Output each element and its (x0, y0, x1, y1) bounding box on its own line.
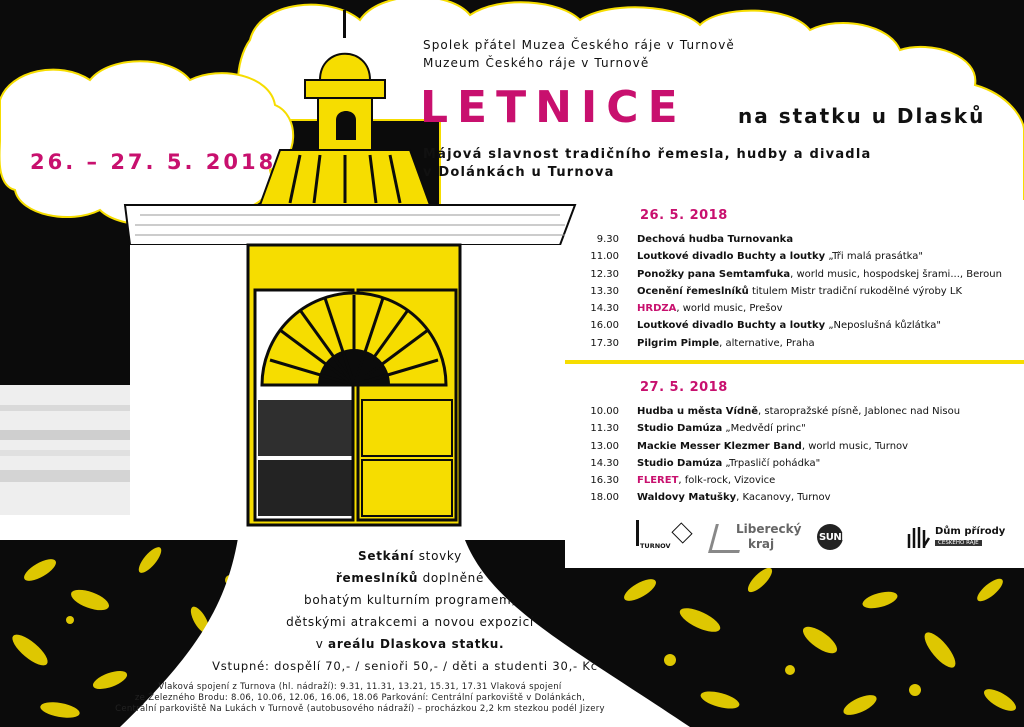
program-row (575, 338, 1015, 355)
performer-details: „Trpasličí pohádka" (722, 457, 821, 469)
performer-name: Loutkové divadlo Buchty a loutky (637, 251, 826, 263)
program-description (637, 320, 1015, 337)
liberecky-logo-line1: Liberecký (736, 522, 802, 536)
program-time: 17.30 (590, 337, 619, 349)
performer-name: Loutkové divadlo Buchty a loutky (637, 320, 826, 332)
dum-logo-line2: ČESKÉHO RÁJE (935, 540, 982, 546)
invite-pre-5: v (315, 637, 329, 651)
organizer-line-1: Spolek přátel Muzea Českého ráje v Turnově (423, 38, 735, 52)
subtitle-line-2: v Dolánkách u Turnova (423, 165, 615, 180)
turnov-logo (636, 520, 692, 554)
program-row (575, 423, 1015, 440)
performer-details: , world music, hospodskej šrami..., Beroun (790, 268, 1002, 280)
program-description (637, 406, 1015, 423)
footer-line-2: ze Železného Brodu: 8.06, 10.06, 12.06, 16.06, 18.06 Parkování: Centrální parkoviště v Dolánkách, (134, 693, 586, 703)
program-row (575, 475, 1015, 492)
event-title-suffix: na statku u Dlasků (738, 104, 986, 128)
program-row (575, 269, 1015, 286)
program-row (575, 234, 1015, 251)
program-time: 16.00 (590, 320, 619, 332)
sundisk-logo (815, 524, 875, 552)
program-description (637, 441, 1015, 458)
liberecky-logo-line2: kraj (748, 537, 775, 551)
hand-icon (905, 524, 931, 550)
day1-program-list (575, 234, 1015, 355)
performer-details: „Tři malá prasátka" (825, 251, 923, 263)
program-time: 18.00 (590, 492, 619, 504)
turnov-logo-text: TURNOV (640, 542, 671, 550)
program-row (575, 406, 1015, 423)
footer-line-1: Vlaková spojení z Turnova (hl. nádraží): 9.31, 11.31, 13.21, 15.31, 17.31 Vlaková spojení (158, 682, 562, 692)
program-row (575, 320, 1015, 337)
performer-details: , staropražské písně, Jablonec nad Nisou (758, 406, 961, 417)
performer-name: Hudba u města Vídně (637, 406, 759, 417)
program-description (637, 251, 1015, 268)
program-row (575, 492, 1015, 509)
program-time: 13.30 (590, 285, 619, 297)
program-description (637, 269, 1015, 286)
performer-details: , world music, Turnov (801, 440, 909, 452)
program-row (575, 251, 1015, 268)
subtitle-line-1: Májová slavnost tradičního řemesla, hudby a divadla (423, 147, 872, 162)
program-description (637, 303, 1015, 320)
program-row (575, 303, 1015, 320)
invite-line-3: bohatým kulturním programem, (304, 593, 516, 607)
program-time: 13.00 (590, 440, 619, 452)
program-time: 14.30 (590, 457, 619, 469)
program-time: 10.00 (590, 406, 619, 417)
liberecky-kraj-logo (712, 520, 802, 556)
performer-name: Mackie Messer Klezmer Band (637, 440, 802, 452)
invite-bold-1: Setkání (358, 549, 415, 563)
program-row (575, 286, 1015, 303)
ticket-prices: Vstupné: dospělí 70,- / senioři 50,- / děti a studenti 30,- Kč (212, 659, 598, 673)
program-description (637, 458, 1015, 475)
performer-details: „Medvědí princ" (722, 423, 806, 435)
performer-name: Ocenění řemeslníků (637, 285, 749, 297)
program-time: 11.30 (590, 423, 619, 435)
dum-prirody-logo (905, 522, 1013, 554)
performer-name: Ponožky pana Semtamfuka (637, 268, 791, 280)
performer-name: Studio Damúza (637, 457, 723, 469)
performer-details: , Kacanovy, Turnov (736, 492, 831, 504)
invite-rest-2: doplněné (418, 571, 485, 585)
program-row (575, 458, 1015, 475)
program-time: 9.30 (596, 234, 619, 245)
day2-program-list (575, 406, 1015, 510)
program-description (637, 475, 1015, 492)
performer-details: titulem Mistr tradiční rukodělné výroby LK (748, 285, 963, 297)
footer-line-3: Centrální parkoviště Na Lukách v Turnově (autobusového nádraží) – procházkou 2,2 km stezkou podél Jizery (115, 704, 605, 714)
event-title: LETNICE (420, 82, 687, 133)
performer-name: Pilgrim Pimple (637, 337, 720, 349)
invite-line-4: dětskými atrakcemi a novou expozicí (286, 615, 534, 629)
program-description (637, 423, 1015, 440)
program-description (637, 492, 1015, 509)
program-description (637, 338, 1015, 355)
transport-info (80, 682, 640, 715)
program-time: 11.00 (590, 251, 619, 263)
organizer-line-2: Muzeum Českého ráje v Turnově (423, 56, 650, 70)
performer-details: „Neposlušná kůzlátka" (825, 320, 942, 332)
program-time: 12.30 (590, 268, 619, 280)
sundisk-logo-text: SUNDISK (819, 532, 867, 543)
invite-rest-1: stovky (414, 549, 462, 563)
performer-details: , alternative, Praha (719, 337, 815, 349)
performer-name: FLERET (637, 475, 679, 487)
program-description (637, 234, 1015, 251)
dum-logo-line1: Dům přírody (935, 526, 1006, 537)
performer-details: , world music, Prešov (676, 303, 783, 315)
program-time: 14.30 (590, 303, 619, 315)
performer-name: Studio Damúza (637, 423, 723, 435)
event-date-range: 26. – 27. 5. 2018 (30, 150, 277, 174)
program-row (575, 441, 1015, 458)
performer-name: Dechová hudba Turnovanka (637, 234, 794, 245)
program-time: 16.30 (590, 475, 619, 487)
program-description (637, 286, 1015, 303)
invitation-text (220, 545, 600, 655)
performer-name: Waldovy Matušky (637, 492, 737, 504)
day2-date: 27. 5. 2018 (640, 380, 728, 395)
invite-bold-2: řemeslníků (335, 571, 419, 585)
performer-details: , folk-rock, Vizovice (678, 475, 776, 487)
invite-bold-5: areálu Dlaskova statku. (328, 637, 505, 651)
performer-name: HRDZA (637, 303, 677, 315)
day1-date: 26. 5. 2018 (640, 208, 728, 223)
